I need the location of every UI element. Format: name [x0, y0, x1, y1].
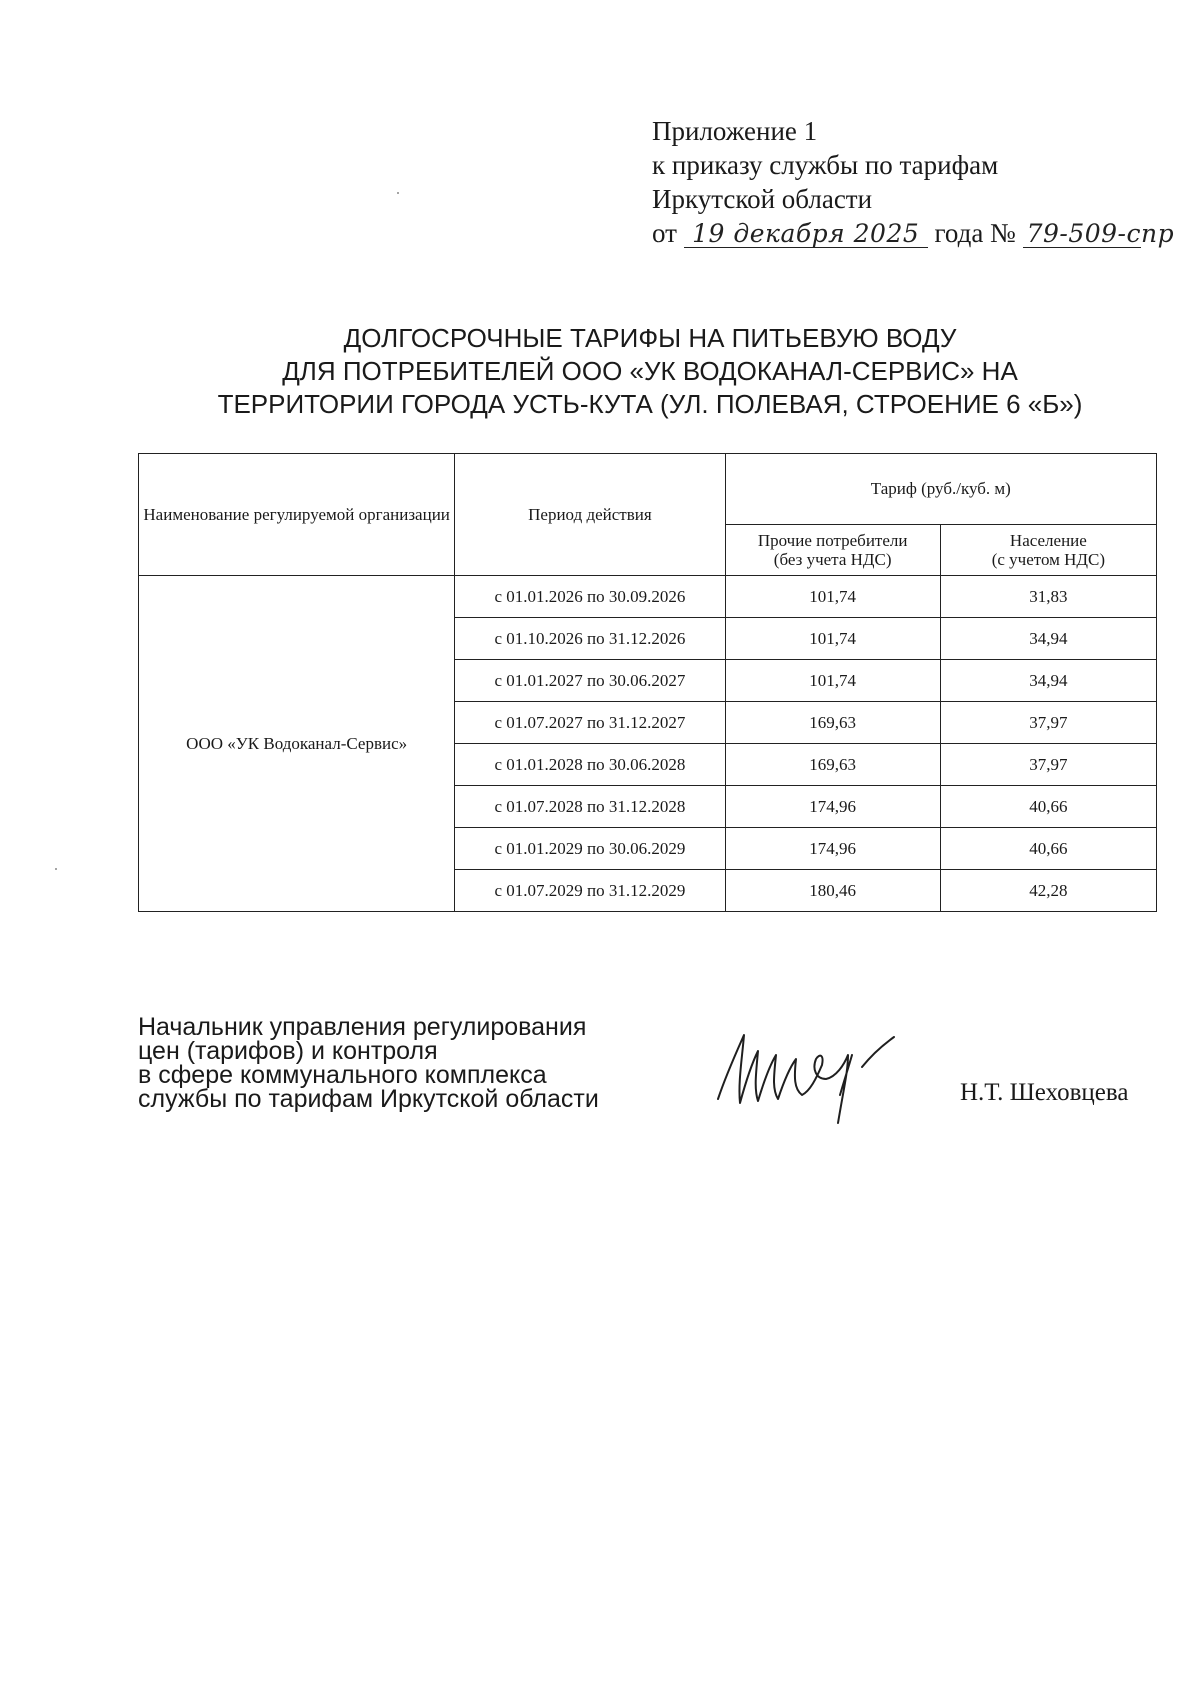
title-line-1: ДОЛГОСРОЧНЫЕ ТАРИФЫ НА ПИТЬЕВУЮ ВОДУ [343, 323, 957, 353]
other-tariff-cell: 174,96 [725, 786, 940, 828]
other-tariff-cell: 169,63 [725, 744, 940, 786]
header-period: Период действия [455, 454, 725, 576]
appendix-date-line [652, 216, 1181, 250]
other-tariff-cell: 101,74 [725, 618, 940, 660]
position-line-2: цен (тарифов) и контроля [138, 1037, 438, 1065]
scan-speck [55, 868, 57, 870]
position-line-4: службы по тарифам Иркутской области [138, 1085, 599, 1113]
signer-name: Н.Т. Шеховцева [960, 1079, 1129, 1106]
period-cell: с 01.10.2026 по 31.12.2026 [455, 618, 725, 660]
scan-speck [397, 192, 399, 194]
document-title [150, 322, 1150, 421]
header-pop-line-2: (с учетом НДС) [991, 550, 1106, 569]
table-header-row [139, 454, 1157, 525]
handwritten-order-number: 79-509-спр [1026, 219, 1175, 248]
period-cell: с 01.01.2029 по 30.06.2029 [455, 828, 725, 870]
period-cell: с 01.07.2028 по 31.12.2028 [455, 786, 725, 828]
header-pop-line-1: Население [1009, 531, 1087, 550]
population-tariff-cell: 31,83 [940, 576, 1156, 618]
population-tariff-cell: 40,66 [940, 786, 1156, 828]
header-organization: Наименование регулируемой организации [139, 454, 455, 576]
period-cell: с 01.07.2029 по 31.12.2029 [455, 870, 725, 912]
position-line-3: в сфере коммунального комплекса [138, 1061, 547, 1089]
header-other-consumers [725, 525, 940, 576]
order-number-underline [1023, 247, 1141, 248]
population-tariff-cell: 34,94 [940, 660, 1156, 702]
position-line-1: Начальник управления регулирования [138, 1013, 587, 1041]
other-tariff-cell: 101,74 [725, 576, 940, 618]
header-other-line-1: Прочие потребители [757, 531, 908, 550]
appendix-order-ref: к приказу службы по тарифам [652, 150, 999, 180]
period-cell: с 01.01.2028 по 30.06.2028 [455, 744, 725, 786]
from-label: от [652, 218, 677, 248]
header-other-line-2: (без учета НДС) [773, 550, 892, 569]
other-tariff-cell: 101,74 [725, 660, 940, 702]
organization-cell: ООО «УК Водоканал-Сервис» [139, 576, 455, 912]
appendix-title: Приложение 1 [652, 116, 818, 146]
header-population [940, 525, 1156, 576]
population-tariff-cell: 37,97 [940, 744, 1156, 786]
handwritten-date: 19 декабря 2025 [684, 221, 928, 248]
header-tariff: Тариф (руб./куб. м) [725, 454, 1156, 525]
population-tariff-cell: 34,94 [940, 618, 1156, 660]
period-cell: с 01.07.2027 по 31.12.2027 [455, 702, 725, 744]
population-tariff-cell: 37,97 [940, 702, 1156, 744]
tariff-table [138, 453, 1157, 912]
signatory-position [138, 1015, 599, 1111]
table-row [139, 576, 1157, 618]
period-cell: с 01.01.2027 по 30.06.2027 [455, 660, 725, 702]
other-tariff-cell: 180,46 [725, 870, 940, 912]
population-tariff-cell: 40,66 [940, 828, 1156, 870]
year-number-label: года № [934, 218, 1016, 248]
handwritten-signature [712, 1025, 922, 1125]
other-tariff-cell: 169,63 [725, 702, 940, 744]
order-number-wrap [1023, 216, 1181, 250]
appendix-region: Иркутской области [652, 184, 873, 214]
period-cell: с 01.01.2026 по 30.09.2026 [455, 576, 725, 618]
title-line-3: ТЕРРИТОРИИ ГОРОДА УСТЬ-КУТА (УЛ. ПОЛЕВАЯ, СТРОЕНИЕ 6 «Б») [217, 389, 1083, 419]
title-line-2: ДЛЯ ПОТРЕБИТЕЛЕЙ ООО «УК ВОДОКАНАЛ-СЕРВИС» НА [282, 356, 1018, 386]
population-tariff-cell: 42,28 [940, 870, 1156, 912]
appendix-block [652, 114, 1181, 250]
other-tariff-cell: 174,96 [725, 828, 940, 870]
